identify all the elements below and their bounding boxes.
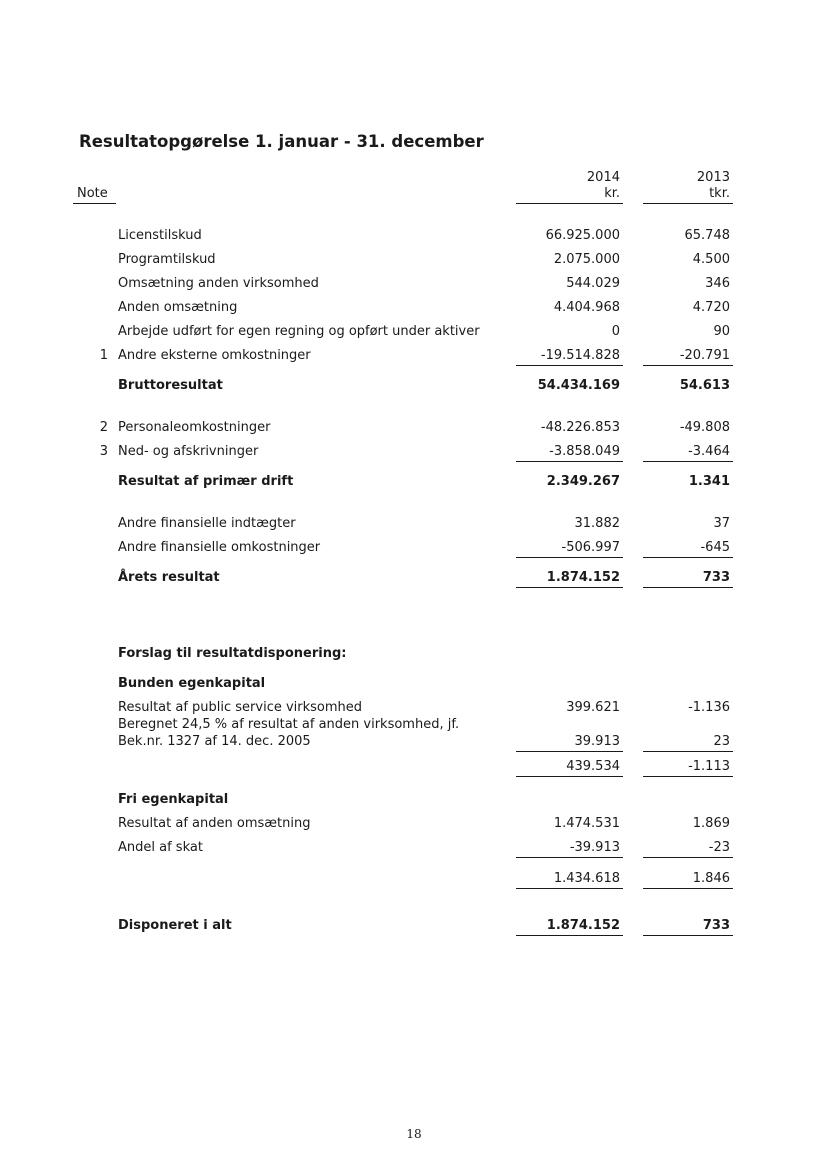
- note-header: Note: [77, 186, 108, 201]
- col2-unit: tkr.: [709, 186, 730, 201]
- free-equity-heading: Fri egenkapital: [118, 792, 229, 807]
- row-value-2014: -48.226.853: [540, 420, 620, 435]
- col2-header-rule: [643, 203, 733, 204]
- row-label: Omsætning anden virksomhed: [118, 276, 319, 291]
- row-label: Disponeret i alt: [118, 918, 232, 933]
- row-value-2013: -645: [700, 540, 730, 555]
- subtotal-rule: [643, 461, 733, 462]
- row-value-2014: 1.874.152: [546, 918, 620, 933]
- row-value-2013: 23: [713, 734, 730, 749]
- row-value-2013: -20.791: [679, 348, 730, 363]
- row-label: Resultat af primær drift: [118, 474, 294, 489]
- row-label: Anden omsætning: [118, 300, 238, 315]
- row-label: Andre eksterne omkostninger: [118, 348, 311, 363]
- row-value-2014: 1.434.618: [553, 871, 620, 886]
- subtotal-rule: [516, 365, 623, 366]
- row-value-2013: 90: [713, 324, 730, 339]
- col1-header-rule: [516, 203, 623, 204]
- row-label: Andel af skat: [118, 840, 203, 855]
- row-value-2014: -506.997: [561, 540, 620, 555]
- subtotal-rule: [516, 888, 623, 889]
- row-value-2013: 733: [702, 570, 730, 585]
- disposition-heading: Forslag til resultatdisponering:: [118, 646, 347, 661]
- subtotal-rule: [643, 888, 733, 889]
- row-value-2014: 39.913: [574, 734, 620, 749]
- row-note: 3: [99, 444, 108, 459]
- row-value-2013: 65.748: [684, 228, 730, 243]
- row-value-2014: -3.858.049: [549, 444, 620, 459]
- row-label: Licenstilskud: [118, 228, 202, 243]
- row-value-2013: 1.846: [692, 871, 730, 886]
- row-note: 1: [99, 348, 108, 363]
- row-value-2013: 4.720: [692, 300, 730, 315]
- page-title: Resultatopgørelse 1. januar - 31. december: [79, 132, 484, 151]
- subtotal-rule: [516, 557, 623, 558]
- subtotal-rule: [516, 857, 623, 858]
- row-label-line2: Bek.nr. 1327 af 14. dec. 2005: [118, 734, 311, 749]
- row-label: Personaleomkostninger: [118, 420, 271, 435]
- row-value-2014: 4.404.968: [553, 300, 620, 315]
- row-value-2013: 37: [713, 516, 730, 531]
- row-label-line1: Beregnet 24,5 % af resultat af anden virksomhed, jf.: [118, 717, 460, 732]
- row-value-2014: 399.621: [566, 700, 620, 715]
- row-label: Andre finansielle indtægter: [118, 516, 296, 531]
- col1-year: 2014: [586, 170, 620, 185]
- subtotal-rule: [643, 365, 733, 366]
- subtotal-rule: [643, 557, 733, 558]
- row-value-2014: 66.925.000: [545, 228, 620, 243]
- row-value-2014: 2.349.267: [546, 474, 620, 489]
- row-value-2014: 2.075.000: [553, 252, 620, 267]
- total-rule: [643, 587, 733, 588]
- subtotal-rule: [516, 751, 623, 752]
- subtotal-rule: [516, 461, 623, 462]
- row-note: 2: [99, 420, 108, 435]
- row-value-2014: -39.913: [569, 840, 620, 855]
- row-label: Årets resultat: [118, 570, 220, 585]
- row-label: Andre finansielle omkostninger: [118, 540, 321, 555]
- row-value-2013: 1.341: [688, 474, 730, 489]
- row-value-2013: -1.113: [688, 759, 730, 774]
- subtotal-rule: [643, 857, 733, 858]
- note-header-rule: [73, 203, 116, 204]
- col2-year: 2013: [696, 170, 730, 185]
- row-value-2013: 4.500: [692, 252, 730, 267]
- row-value-2013: 54.613: [679, 378, 730, 393]
- row-value-2014: 0: [611, 324, 620, 339]
- row-value-2014: -19.514.828: [540, 348, 620, 363]
- row-value-2013: -3.464: [688, 444, 730, 459]
- row-label: Bruttoresultat: [118, 378, 223, 393]
- row-value-2013: 733: [702, 918, 730, 933]
- row-value-2014: 54.434.169: [537, 378, 620, 393]
- row-value-2014: 544.029: [566, 276, 620, 291]
- row-value-2013: 346: [705, 276, 730, 291]
- subtotal-rule: [643, 751, 733, 752]
- row-value-2014: 439.534: [566, 759, 620, 774]
- subtotal-rule: [643, 776, 733, 777]
- row-value-2013: 1.869: [692, 816, 730, 831]
- row-value-2014: 1.474.531: [553, 816, 620, 831]
- total-rule: [516, 935, 623, 936]
- row-value-2014: 1.874.152: [546, 570, 620, 585]
- row-value-2013: -23: [708, 840, 730, 855]
- row-value-2013: -1.136: [688, 700, 730, 715]
- row-label: Resultat af public service virksomhed: [118, 700, 363, 715]
- col1-unit: kr.: [604, 186, 620, 201]
- subtotal-rule: [516, 776, 623, 777]
- total-rule: [643, 935, 733, 936]
- bound-equity-heading: Bunden egenkapital: [118, 676, 266, 691]
- row-label: Ned- og afskrivninger: [118, 444, 259, 459]
- row-label: Resultat af anden omsætning: [118, 816, 311, 831]
- row-label: Arbejde udført for egen regning og opført under aktiver: [118, 324, 480, 339]
- page-number: 18: [406, 1127, 422, 1141]
- row-value-2014: 31.882: [574, 516, 620, 531]
- total-rule: [516, 587, 623, 588]
- row-value-2013: -49.808: [679, 420, 730, 435]
- row-label: Programtilskud: [118, 252, 216, 267]
